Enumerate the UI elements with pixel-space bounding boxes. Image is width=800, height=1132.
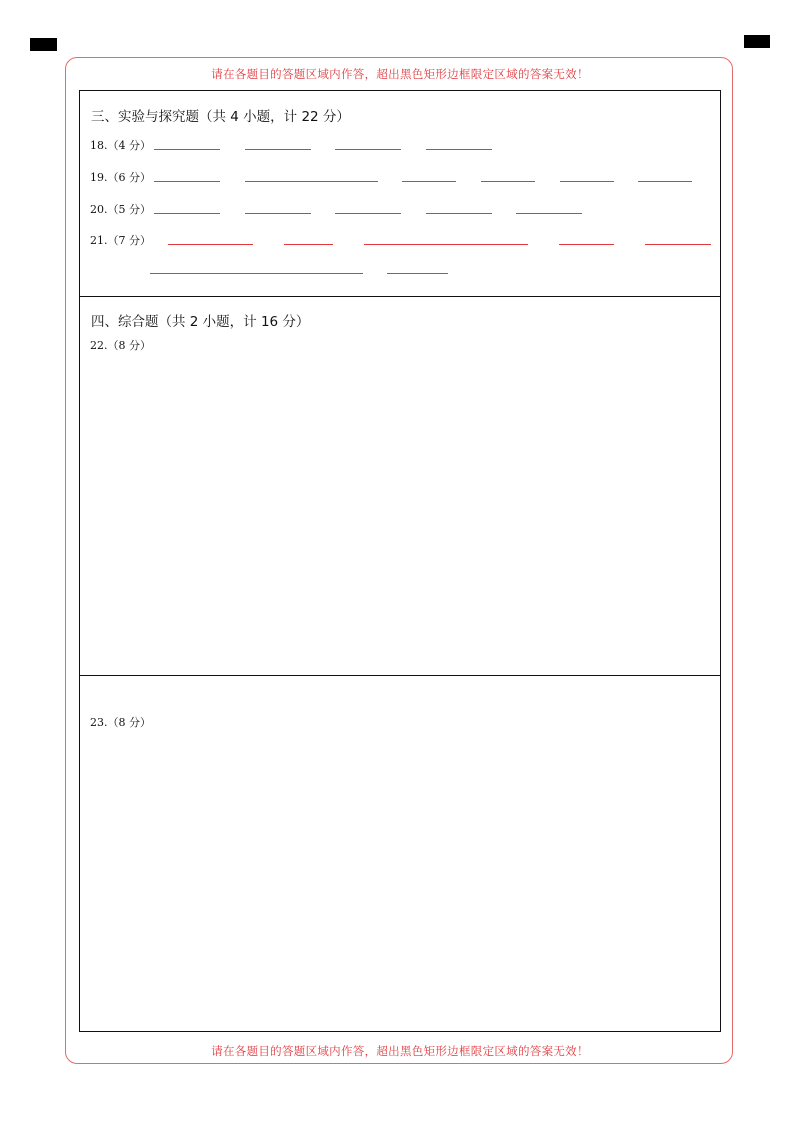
question-20-label: 20.（5 分） bbox=[90, 203, 151, 216]
answer-blank[interactable] bbox=[559, 244, 614, 245]
question-19-label: 19.（6 分） bbox=[90, 171, 151, 184]
answer-area-23[interactable] bbox=[80, 736, 720, 1031]
answer-blank[interactable] bbox=[284, 244, 333, 245]
answer-area-22[interactable] bbox=[80, 357, 720, 675]
question-22-label: 22.（8 分） bbox=[90, 339, 151, 352]
answer-blank[interactable] bbox=[364, 244, 528, 245]
section-question-23 bbox=[79, 675, 721, 1032]
answer-blank[interactable] bbox=[638, 181, 692, 182]
question-23-label: 23.（8 分） bbox=[90, 716, 151, 729]
answer-blank[interactable] bbox=[516, 213, 582, 214]
answer-blank[interactable] bbox=[245, 213, 311, 214]
alignment-marker-left bbox=[30, 38, 57, 51]
answer-blank[interactable] bbox=[154, 149, 220, 150]
question-18-label: 18.（4 分） bbox=[90, 139, 151, 152]
answer-blank[interactable] bbox=[154, 181, 220, 182]
answer-blank[interactable] bbox=[426, 149, 492, 150]
alignment-marker-right bbox=[744, 35, 770, 48]
section-experiment bbox=[79, 90, 721, 297]
answer-blank[interactable] bbox=[335, 149, 401, 150]
answer-blank[interactable] bbox=[426, 213, 492, 214]
answer-blank[interactable] bbox=[154, 213, 220, 214]
answer-blank[interactable] bbox=[560, 181, 614, 182]
section-title: 四、综合题（共 2 小题，计 16 分） bbox=[91, 314, 310, 330]
answer-blank[interactable] bbox=[402, 181, 456, 182]
answer-blank[interactable] bbox=[387, 273, 448, 274]
section-comprehensive bbox=[79, 296, 721, 676]
section-title: 三、实验与探究题（共 4 小题，计 22 分） bbox=[91, 109, 350, 125]
question-21-label: 21.（7 分） bbox=[90, 234, 151, 247]
answer-blank[interactable] bbox=[245, 149, 311, 150]
answer-blank[interactable] bbox=[168, 244, 253, 245]
answer-blank[interactable] bbox=[335, 213, 401, 214]
answer-blank[interactable] bbox=[150, 273, 363, 274]
warning-bottom: 请在各题目的答题区域内作答，超出黑色矩形边框限定区域的答案无效！ bbox=[211, 1044, 589, 1058]
answer-blank[interactable] bbox=[481, 181, 535, 182]
answer-blank[interactable] bbox=[245, 181, 378, 182]
answer-blank[interactable] bbox=[645, 244, 711, 245]
warning-top: 请在各题目的答题区域内作答，超出黑色矩形边框限定区域的答案无效！ bbox=[211, 67, 589, 81]
